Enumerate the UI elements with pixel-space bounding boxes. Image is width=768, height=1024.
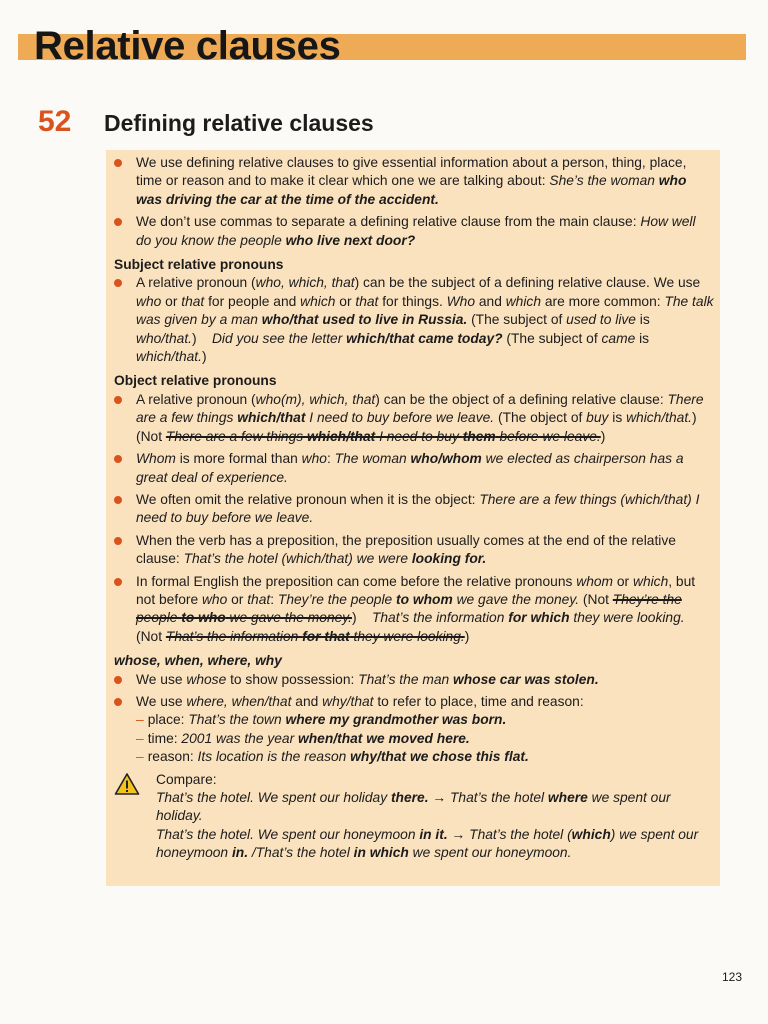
italic-text: who [201,591,228,607]
bullet-dot [114,279,122,287]
bullet-omit-pronoun [114,491,714,528]
sub-item-reason [114,748,714,766]
example-highlight: there. [390,790,429,805]
italic-text: who/that. [136,330,192,346]
compare-label: Compare: [156,771,217,787]
text: ) [201,349,207,365]
example-highlight: for which [508,610,570,626]
example-text: we elected as chairperson has a great deal of experience. [136,451,684,485]
example-highlight: where my grandmother was born. [285,712,507,728]
struck-highlight: for that [302,628,350,644]
italic-text: which [505,293,541,309]
bullet-subject-pronoun [114,274,714,366]
example-text: ) we spent our honeymoon [156,826,699,861]
section-heading-subject: Subject relative pronouns [114,257,284,273]
italic-text: that [355,293,379,309]
example-text: they were looking. [569,610,685,626]
example-text: we spent our holiday. [156,790,671,824]
italic-text: buy [586,410,609,426]
example-text: 2001 was the year [181,730,299,746]
dash-marker: – [136,712,144,728]
text: to show possession: [226,671,359,687]
italic-text: who(m), which, that [255,391,376,407]
text: ) [464,628,470,644]
text: ) [192,330,212,346]
example-highlight: who live next door? [285,232,416,248]
compare-line-honeymoon [156,826,714,863]
italic-text: who, which, that [255,275,355,291]
bullet-dot [114,455,122,463]
text: for things. [378,293,447,309]
grammar-content [114,154,714,863]
unit-title: Defining relative clauses [104,110,374,136]
example-highlight: who/whom [410,451,482,467]
italic-text: why/that [322,693,374,709]
italic-text: whose [186,671,227,687]
example-text: we spent our honeymoon. [408,845,572,861]
page-number: 123 [722,970,743,984]
bullet-text: We use defining relative clauses to give essential information about a person, thing, place, time or reason and to make it clear which one we are talking about: [136,155,687,189]
text: are more common: [541,293,665,309]
text: is more formal than [175,451,302,467]
example-text: There are a few things (which/that) I need to buy before we leave. [136,491,700,526]
italic-text: where, when/that [186,693,292,709]
italic-text: that [181,293,205,309]
sub-item-time [114,730,714,748]
bullet-dot [114,537,122,545]
example-text: That’s the hotel. We spent our holiday [156,790,391,805]
text: to refer to place, time and reason: [373,693,584,709]
page-title: Relative clauses [34,24,341,68]
text: (The subject of [467,312,567,328]
bullet-whom [114,450,714,487]
example-highlight: to whom [396,591,453,607]
text: (Not [579,591,613,607]
italic-text: which/that. [626,410,693,426]
italic-text: who [136,293,162,309]
example-highlight: which [571,826,611,842]
struck-example: There are a few things [165,428,308,444]
bullet-dot [114,676,122,684]
italic-text: Who [446,293,476,309]
text: and [291,693,323,709]
bullet-where-when-why [114,693,714,711]
example-text: She’s the woman [549,173,659,189]
bullet-dot [114,578,122,586]
italic-text: that [247,591,271,607]
bullet-formal-preposition [114,573,714,647]
bullet-object-pronoun [114,391,714,446]
text: ) [600,428,606,444]
sub-label: place: [147,712,189,728]
section-heading-whose [114,652,714,670]
text: ) [352,610,372,626]
unit-number: 52 [38,105,72,138]
example-text: That’s the hotel (which/that) we were [183,551,412,567]
text: When the verb has a preposition, the preposition usually comes at the end of the relative clause: [136,532,676,567]
section-heading-object: Object relative pronouns [114,373,277,389]
text: ) (Not [136,410,697,444]
example-highlight: when/that we moved here. [298,730,470,746]
example-text: They’re the people [277,591,397,607]
text: ) can be the subject of a defining relative clause. We use [354,275,701,291]
compare-line-holiday [156,789,714,826]
bullet-whose [114,671,714,689]
italic-text: which [632,573,669,589]
text: (The subject of [502,330,602,346]
text: or [613,573,633,589]
bullet-dot [114,698,122,706]
example-highlight: why/that we chose this flat. [350,749,529,765]
struck-example: they were looking. [349,628,465,644]
text: is [608,410,627,426]
example-text: → That’s the hotel ( [447,826,572,842]
example-highlight: in it. [419,826,448,842]
italic-text: Whom [136,451,176,467]
bullet-essential-info [114,154,714,209]
text: or [161,293,182,309]
text: ) can be the object of a defining relative clause: [375,391,668,407]
struck-example: That’s the information [165,628,303,644]
bullet-dot [114,218,122,226]
example-text: That’s the hotel. We spent our honeymoon [156,826,420,842]
struck-example: we gave the money. [225,610,353,626]
struck-example: They’re the people [136,591,682,626]
example-text: Did you see the letter [211,330,347,346]
text: A relative pronoun ( [136,391,256,407]
italic-text: which [300,293,336,309]
warning-icon [114,772,140,796]
italic-text: used to live [566,312,636,328]
italic-text: which/that. [136,349,202,365]
text: and [475,293,506,309]
compare-note [114,771,714,863]
dash-marker: – [136,749,144,765]
text: In formal English the preposition can come before the relative pronouns [136,573,577,589]
text: We use [136,693,187,709]
text: A relative pronoun ( [136,275,256,291]
text: is [635,330,650,346]
section-heading-text: whose, when, where, why [114,653,282,669]
text: We use [136,671,187,687]
example-text: There are a few things [136,391,704,426]
example-text: we gave the money. [452,591,580,607]
struck-example: I need to buy [375,428,463,444]
struck-highlight: them [462,428,496,444]
example-highlight: in which [353,845,409,861]
text: for people and [204,293,301,309]
bullet-dot [114,159,122,167]
example-highlight: in. [231,845,249,861]
bullet-text: We don’t use commas to separate a defining relative clause from the main clause: [136,214,641,230]
struck-example: before we leave. [495,428,601,444]
italic-text: who [301,451,327,467]
example-text: /That’s the hotel [248,845,354,861]
text: , but not before [136,573,696,607]
example-text: Its location is the reason [197,749,351,765]
text: We often omit the relative pronoun when it is the object: [136,491,480,507]
example-text: I need to buy before we leave. [305,410,495,426]
sub-label: time: [147,730,182,746]
example-text: The woman [334,451,411,467]
text: or [227,591,248,607]
bullet-dot [114,496,122,504]
italic-text: whom [576,573,614,589]
example-text: The talk was given by a man [136,293,714,328]
example-highlight: looking for. [411,551,487,567]
example-text: That’s the man [358,671,453,687]
struck-highlight: which/that [307,428,376,444]
example-text: That’s the town [188,712,286,728]
dash-marker: – [136,730,144,746]
sub-item-place [114,711,714,729]
example-highlight: which/that [237,410,306,426]
text: or [335,293,356,309]
text: (The object of [494,410,587,426]
bullet-no-commas [114,213,714,250]
text: : [270,591,278,607]
example-text: That’s the information [371,610,509,626]
example-text: How well do you know the people [136,214,696,248]
example-highlight: who was driving the car at the time of the accident. [136,173,687,207]
example-highlight: who/that used to live in Russia. [261,312,468,328]
italic-text: came [601,330,636,346]
example-highlight: where [547,790,588,805]
text: (Not [136,628,166,644]
example-text: → That’s the hotel [428,790,548,805]
struck-highlight: to who [181,610,226,626]
example-highlight: which/that came today? [346,330,503,346]
example-highlight: whose car was stolen. [453,671,599,687]
text: is [635,312,650,328]
text: : [326,451,335,467]
sub-label: reason: [147,749,198,765]
bullet-dot [114,396,122,404]
bullet-preposition-end [114,532,714,569]
